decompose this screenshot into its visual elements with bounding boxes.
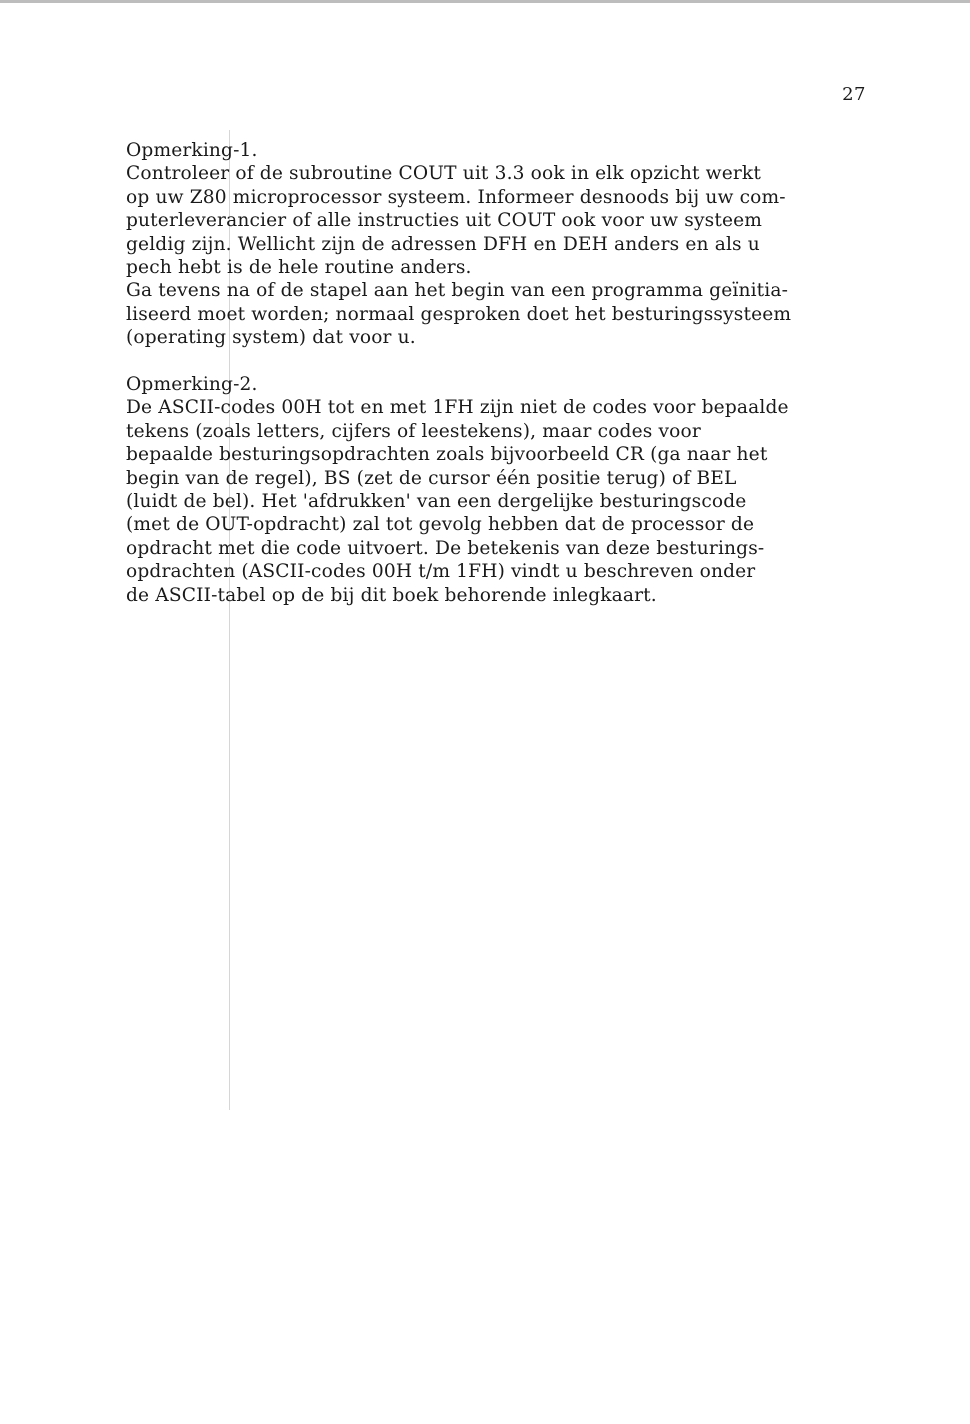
note-1-line: Controleer of de subroutine COUT uit 3.3 ook in elk opzicht werkt [126,163,761,185]
note-2-line: begin van de regel), BS (zet de cursor één positie terug) of BEL [126,467,737,489]
note-1 [126,139,871,350]
note-2-line: tekens (zoals letters, cijfers of leestekens), maar codes voor [126,420,701,442]
note-2-line: bepaalde besturingsopdrachten zoals bijvoorbeeld CR (ga naar het [126,444,768,466]
note-1-line: op uw Z80 microprocessor systeem. Informeer desnoods bij uw com- [126,186,786,208]
note-2-line: opdrachten (ASCII-codes 00H t/m 1FH) vindt u beschreven onder [126,561,756,583]
note-2-line: de ASCII-tabel op de bij dit boek behorende inlegkaart. [126,584,657,606]
note-1-line: Ga tevens na of de stapel aan het begin van een programma geïnitia- [126,280,789,302]
top-border-rule [0,0,970,3]
note-1-title: Opmerking-1. [126,140,258,161]
note-1-line: pech hebt is de hele routine anders. [126,257,472,279]
note-2-line: opdracht met die code uitvoert. De betekenis van deze besturings- [126,537,765,559]
note-2 [126,373,871,607]
note-1-line: puterleverancier of alle instructies uit COUT ook voor uw systeem [126,210,763,232]
note-2-line: (met de OUT-opdracht) zal tot gevolg hebben dat de processor de [126,514,755,536]
note-1-line: geldig zijn. Wellicht zijn de adressen DFH en DEH anders en als u [126,233,760,255]
note-1-line: (operating system) dat voor u. [126,327,416,349]
note-2-line: (luidt de bel). Het 'afdrukken' van een dergelijke besturingscode [126,491,747,513]
page-body [126,139,871,607]
note-1-line: liseerd moet worden; normaal gesproken doet het besturingssysteem [126,303,792,325]
page-number: 27 [842,84,866,105]
note-2-title: Opmerking-2. [126,374,258,396]
note-2-line: De ASCII-codes 00H tot en met 1FH zijn niet de codes voor bepaalde [126,397,789,419]
